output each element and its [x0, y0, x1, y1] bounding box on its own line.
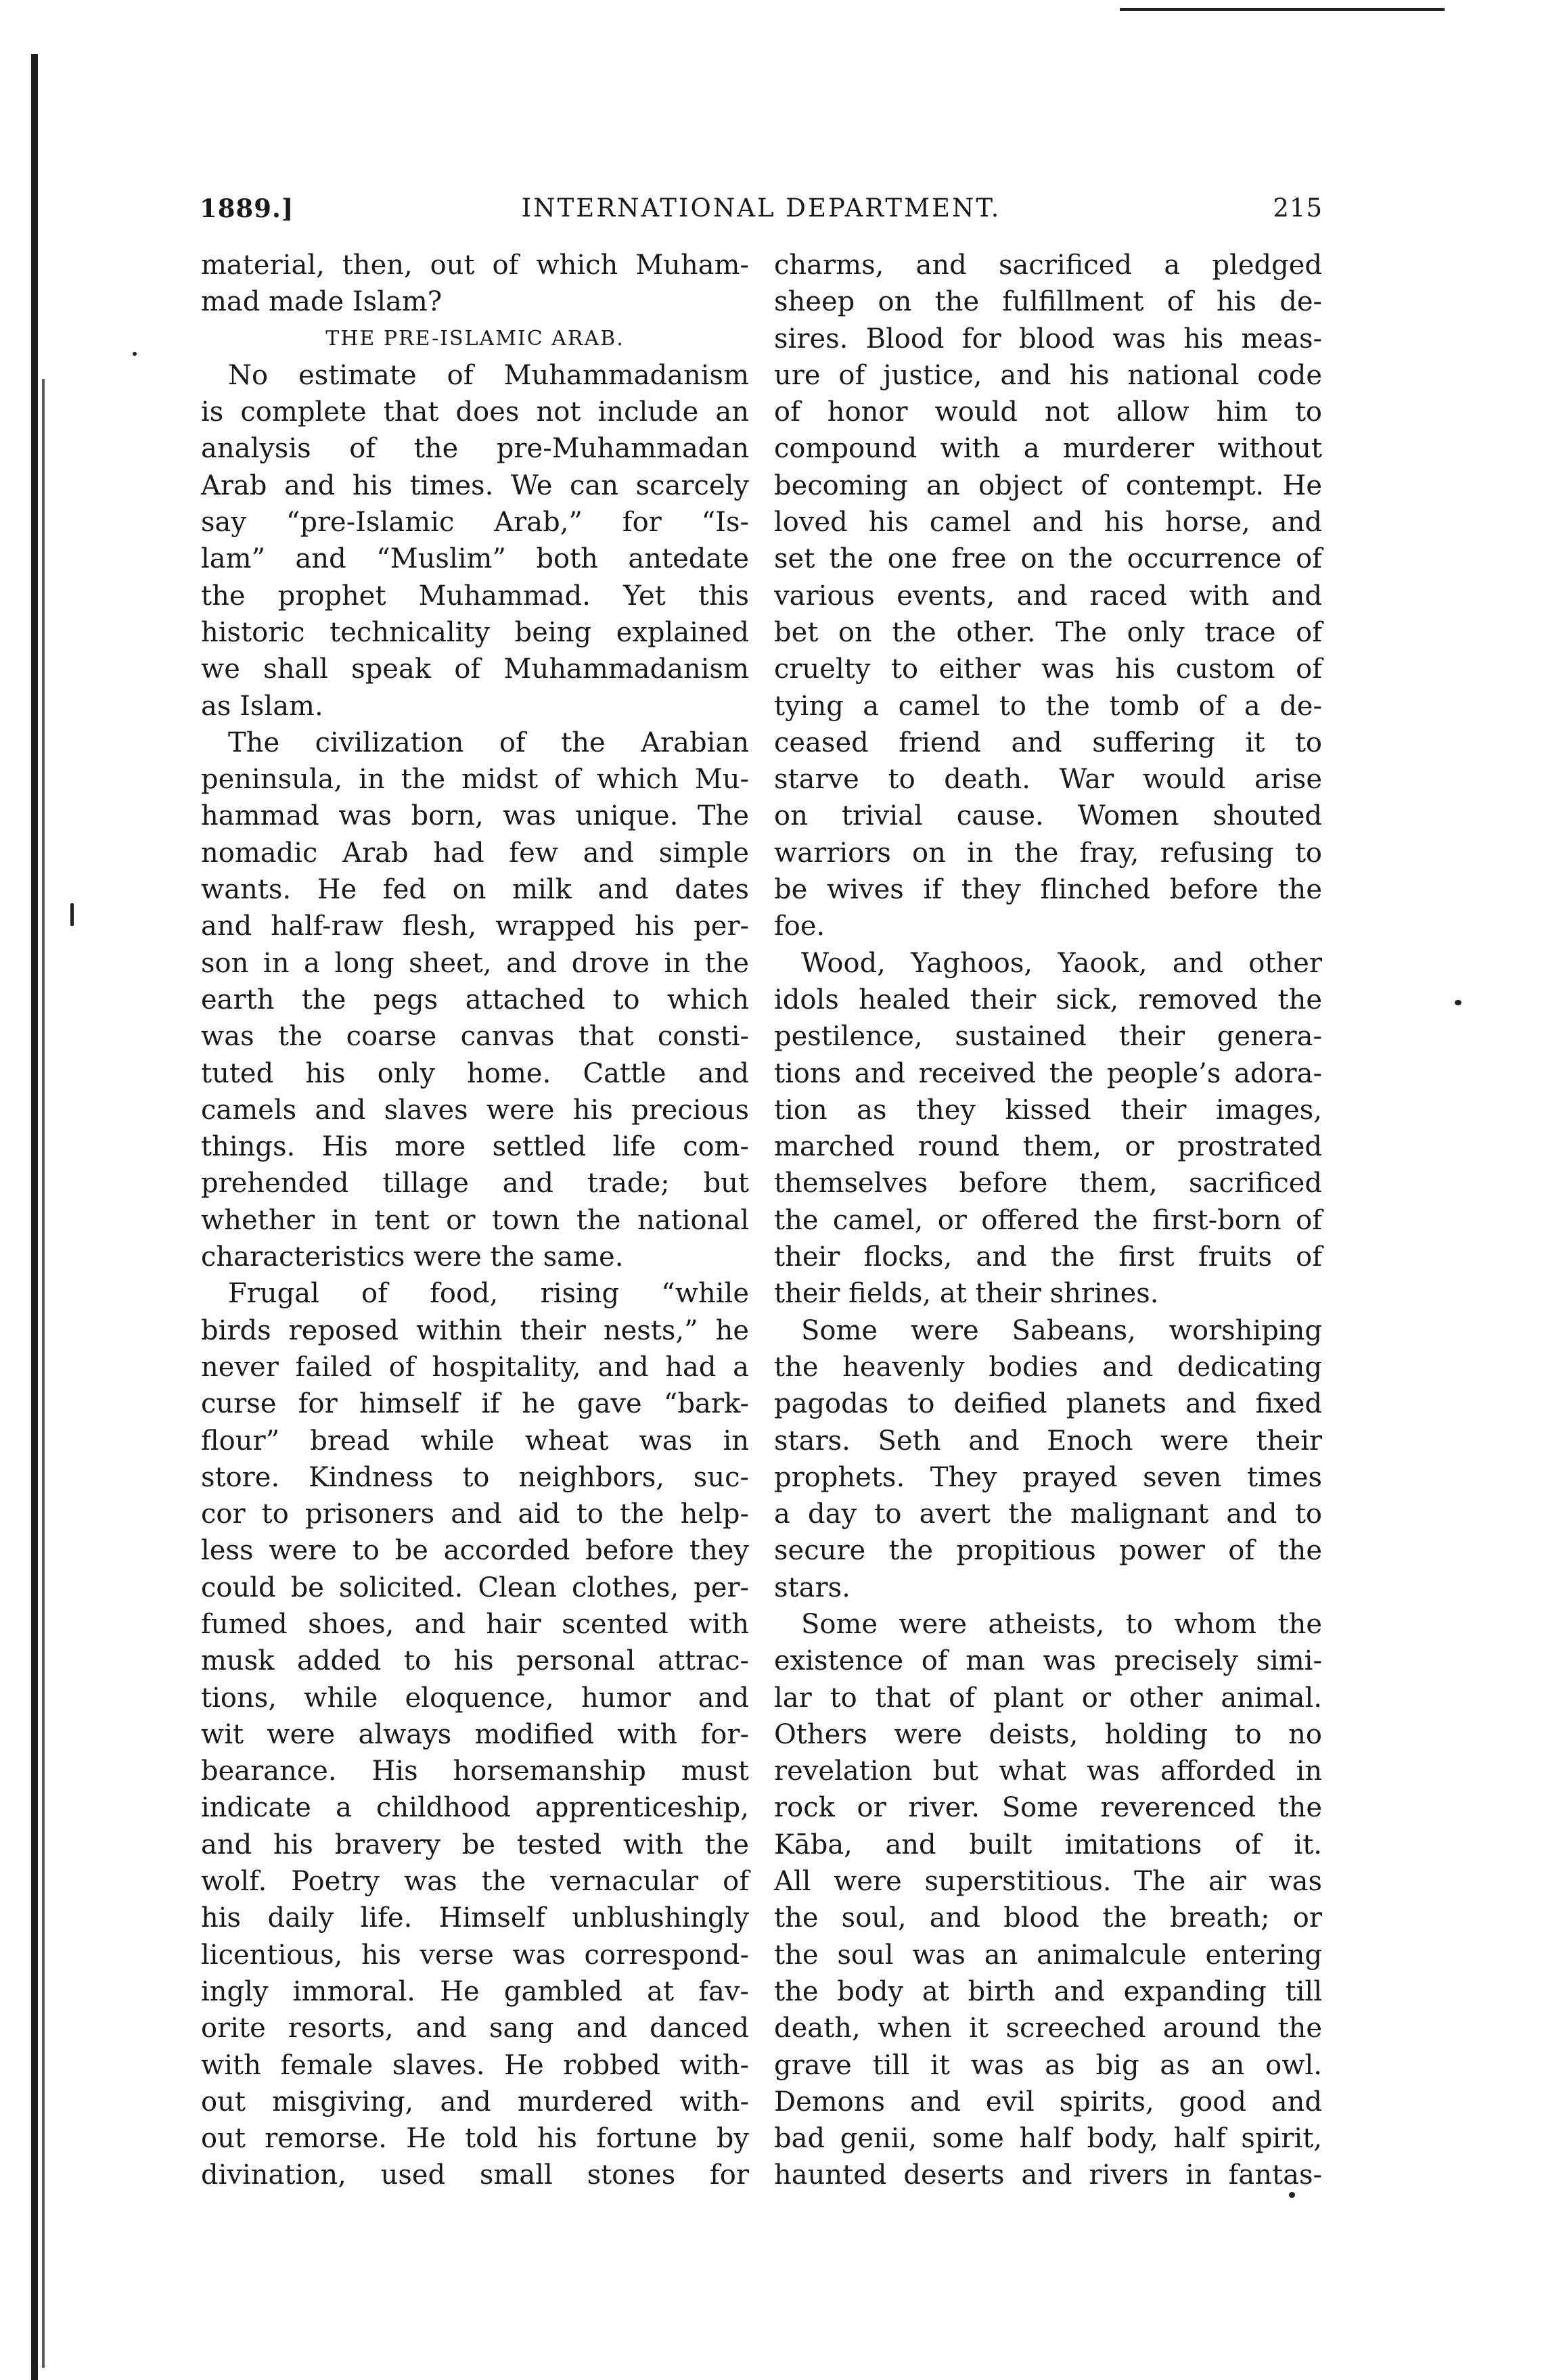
text-line: out misgiving, and murdered with-	[201, 2086, 749, 2118]
scan-speck	[1455, 1000, 1461, 1005]
text-line: ingly immoral. He gambled at fav-	[201, 1975, 749, 2007]
text-line: All were superstitious. The air was	[774, 1866, 1322, 1898]
text-line: earth the pegs attached to which	[201, 984, 749, 1015]
text-line: out remorse. He told his fortune by	[201, 2123, 749, 2155]
text-line: prehended tillage and trade; but	[201, 1168, 749, 1199]
text-line: musk added to his personal attrac-	[201, 1645, 749, 1677]
text-line: tions and received the people’s adora-	[774, 1057, 1322, 1089]
text-line: their flocks, and the first fruits of	[774, 1241, 1322, 1273]
text-line: store. Kindness to neighbors, suc-	[201, 1461, 749, 1493]
text-line: Some were atheists, to whom the	[801, 1608, 1322, 1640]
text-line: cor to prisoners and aid to the help-	[201, 1498, 749, 1530]
text-line: stars. Seth and Enoch were their	[774, 1425, 1322, 1457]
text-line: of honor would not allow him to	[774, 396, 1322, 428]
text-line: grave till it was as big as an owl.	[774, 2049, 1322, 2081]
text-line: bad genii, some half body, half spirit,	[774, 2123, 1322, 2155]
text-line: the soul was an animalcule entering	[774, 1939, 1322, 1971]
text-line: orite resorts, and sang and danced	[201, 2013, 749, 2044]
text-line: was the coarse canvas that consti-	[201, 1021, 749, 1053]
text-line: licentious, his verse was correspond-	[201, 1939, 749, 1971]
text-line: analysis of the pre-Muhammadan	[201, 433, 749, 465]
text-line: marched round them, or prostrated	[774, 1131, 1322, 1163]
text-line: on trivial cause. Women shouted	[774, 800, 1322, 832]
text-line: various events, and raced with and	[774, 580, 1322, 612]
text-line: revelation but what was afforded in	[774, 1756, 1322, 1787]
text-line: foe.	[774, 911, 825, 942]
text-line: Demons and evil spirits, good and	[774, 2086, 1322, 2118]
text-line: sires. Blood for blood was his meas-	[774, 323, 1322, 354]
text-line: haunted deserts and rivers in fantas-	[774, 2159, 1322, 2191]
text-line: Wood, Yaghoos, Yaook, and other	[801, 947, 1322, 979]
text-line: and his bravery be tested with the	[201, 1829, 749, 1860]
text-line: existence of man was precisely simi-	[774, 1645, 1322, 1677]
text-line: sheep on the fulfillment of his de-	[774, 286, 1322, 318]
text-line: charms, and sacrificed a pledged	[774, 250, 1322, 281]
text-line: flour” bread while wheat was in	[201, 1425, 749, 1457]
scan-speck	[70, 903, 74, 926]
text-line: loved his camel and his horse, and	[774, 507, 1322, 539]
text-line: say “pre-Islamic Arab,” for “Is-	[201, 507, 749, 539]
text-line: their fields, at their shrines.	[774, 1278, 1159, 1310]
text-line: tying a camel to the tomb of a de-	[774, 690, 1322, 722]
text-line: death, when it screeched around the	[774, 2013, 1322, 2044]
text-line: ceased friend and suffering it to	[774, 727, 1322, 758]
text-line: birds reposed within their nests,” he	[201, 1314, 749, 1346]
text-line: things. His more settled life com-	[201, 1131, 749, 1163]
running-year: 1889.]	[200, 193, 294, 223]
text-line: prophets. They prayed seven times	[774, 1461, 1322, 1493]
text-line: set the one free on the occurrence of	[774, 543, 1322, 575]
text-line: Frugal of food, rising “while	[228, 1278, 749, 1310]
text-line: hammad was born, was unique. The	[201, 800, 749, 832]
text-line: themselves before them, sacrificed	[774, 1168, 1322, 1199]
text-line: lar to that of plant or other animal.	[774, 1682, 1322, 1714]
text-line: characteristics were the same.	[201, 1241, 624, 1273]
text-line: idols healed their sick, removed the	[774, 984, 1322, 1015]
text-line: historic technicality being explained	[201, 616, 749, 648]
running-title: INTERNATIONAL DEPARTMENT.	[521, 193, 1001, 223]
text-line: cruelty to either was his custom of	[774, 654, 1322, 685]
text-line: tuted his only home. Cattle and	[201, 1057, 749, 1089]
text-line: stars.	[774, 1572, 851, 1603]
text-line: No estimate of Muhammadanism	[228, 359, 749, 391]
running-head	[200, 188, 1323, 229]
binding-edge	[31, 54, 38, 2380]
text-line: divination, used small stones for	[201, 2159, 749, 2191]
text-line: the camel, or offered the first-born of	[774, 1204, 1322, 1236]
binding-shadow	[42, 379, 45, 2368]
text-line: secure the propitious power of the	[774, 1535, 1322, 1567]
text-line: tions, while eloquence, humor and	[201, 1682, 749, 1714]
text-line: wolf. Poetry was the vernacular of	[201, 1866, 749, 1898]
text-line: curse for himself if he gave “bark-	[201, 1388, 749, 1420]
text-line: Arab and his times. We can scarcely	[201, 470, 749, 501]
text-line: compound with a murderer without	[774, 433, 1322, 465]
text-line: the body at birth and expanding till	[774, 1975, 1322, 2007]
left-column	[201, 247, 749, 2194]
text-line: lam” and “Muslim” both antedate	[201, 543, 749, 575]
text-line: the prophet Muhammad. Yet this	[201, 580, 749, 612]
text-line: camels and slaves were his precious	[201, 1094, 749, 1126]
scan-speck	[133, 352, 137, 356]
text-line: the soul, and blood the breath; or	[774, 1902, 1322, 1934]
text-line: the heavenly bodies and dedicating	[774, 1351, 1322, 1383]
text-line: tion as they kissed their images,	[774, 1094, 1322, 1126]
text-line: starve to death. War would arise	[774, 764, 1322, 796]
section-heading: THE PRE-ISLAMIC ARAB.	[325, 326, 625, 350]
top-rule	[1120, 8, 1445, 11]
page-number: 215	[1273, 193, 1323, 223]
text-line: whether in tent or town the national	[201, 1204, 749, 1236]
text-line: be wives if they flinched before the	[774, 874, 1322, 906]
text-line: could be solicited. Clean clothes, per-	[201, 1572, 749, 1603]
text-line: indicate a childhood apprenticeship,	[201, 1792, 749, 1824]
text-line: rock or river. Some reverenced the	[774, 1792, 1322, 1824]
text-line: less were to be accorded before they	[201, 1535, 749, 1567]
text-line: mad made Islam?	[201, 286, 443, 318]
text-line: his daily life. Himself unblushingly	[201, 1902, 749, 1934]
text-line: we shall speak of Muhammadanism	[201, 654, 749, 685]
text-line: peninsula, in the midst of which Mu-	[201, 764, 749, 796]
text-line: pestilence, sustained their genera-	[774, 1021, 1322, 1053]
text-line: The civilization of the Arabian	[228, 727, 749, 758]
text-line: son in a long sheet, and drove in the	[201, 947, 749, 979]
text-line: warriors on in the fray, refusing to	[774, 837, 1322, 869]
text-line: wit were always modified with for-	[201, 1718, 749, 1750]
text-line: material, then, out of which Muham-	[201, 250, 749, 281]
right-column	[774, 247, 1322, 2194]
text-line: as Islam.	[201, 690, 323, 722]
text-line: and half-raw flesh, wrapped his per-	[201, 911, 749, 942]
text-line: becoming an object of contempt. He	[774, 470, 1322, 501]
text-line: is complete that does not include an	[201, 396, 749, 428]
text-line: Some were Sabeans, worshiping	[801, 1314, 1322, 1346]
text-line: nomadic Arab had few and simple	[201, 837, 749, 869]
text-line: a day to avert the malignant and to	[774, 1498, 1322, 1530]
text-line: bet on the other. The only trace of	[774, 616, 1322, 648]
text-line: wants. He fed on milk and dates	[201, 874, 749, 906]
text-line: Others were deists, holding to no	[774, 1718, 1322, 1750]
text-line: never failed of hospitality, and had a	[201, 1351, 749, 1383]
text-line: fumed shoes, and hair scented with	[201, 1608, 749, 1640]
text-line: Kāba, and built imitations of it.	[774, 1829, 1322, 1860]
text-line: pagodas to deified planets and fixed	[774, 1388, 1322, 1420]
text-line: with female slaves. He robbed with-	[201, 2049, 749, 2081]
text-line: bearance. His horsemanship must	[201, 1756, 749, 1787]
text-line: ure of justice, and his national code	[774, 359, 1322, 391]
